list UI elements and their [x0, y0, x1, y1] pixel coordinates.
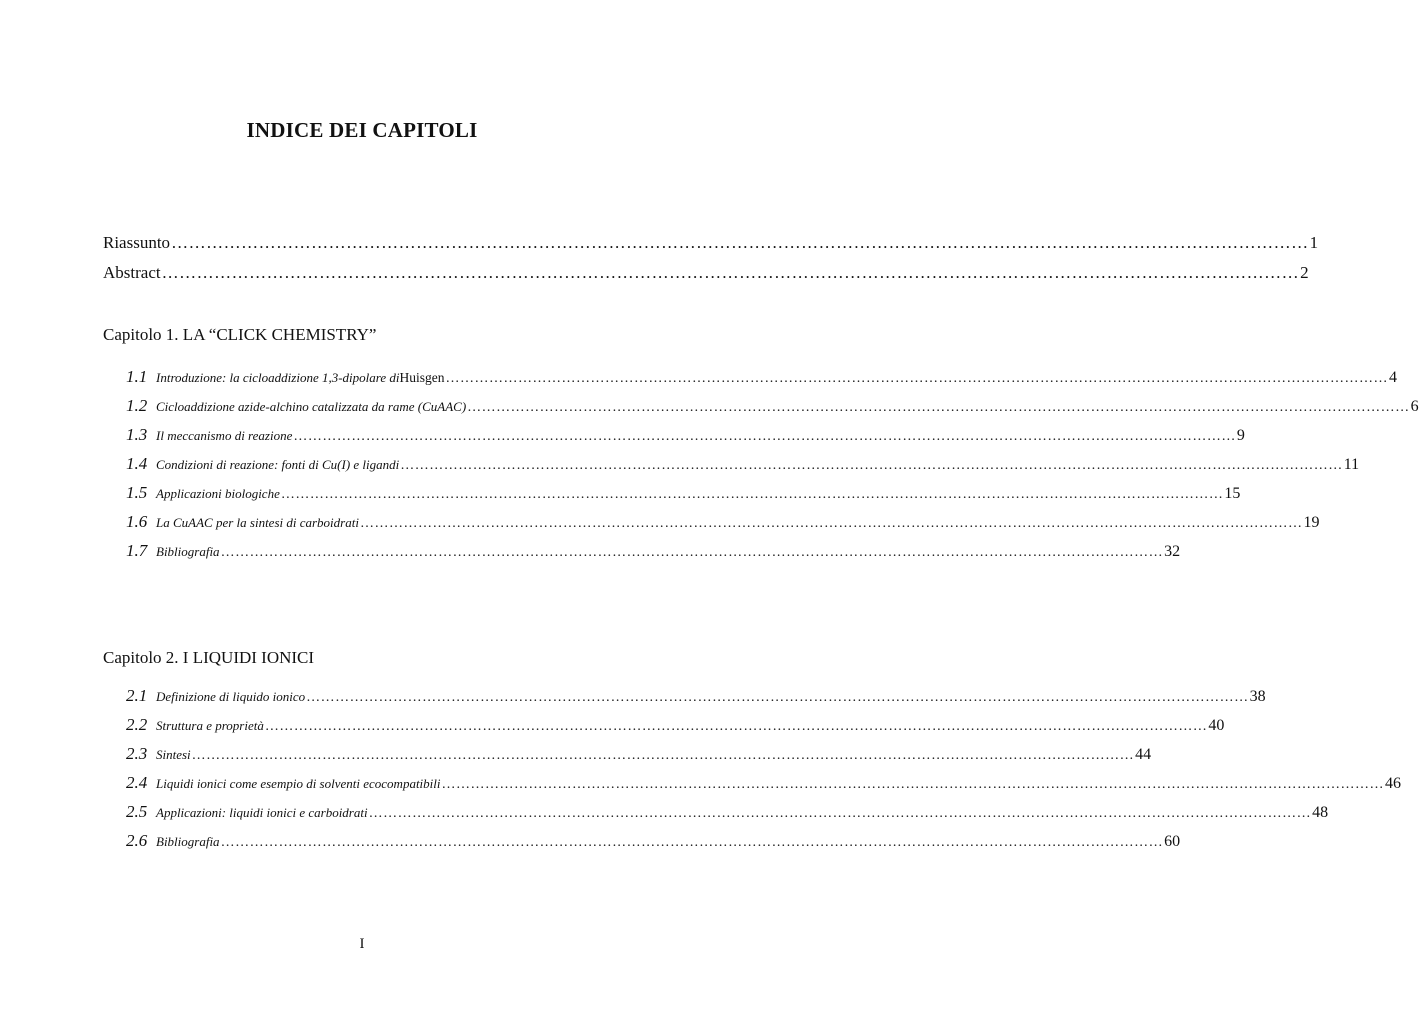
- section-page: 32: [1164, 543, 1181, 560]
- toc-entry-abstract: [103, 258, 1309, 288]
- dot-leader: ……………………………………………………………………………………………………………………………………………………………………………: [441, 777, 1385, 792]
- dot-leader: ……………………………………………………………………………………………………………………………………………………………………………: [400, 458, 1343, 473]
- section-title: La CuAAC per la sintesi di carboidrati: [156, 515, 359, 530]
- dot-leader: ……………………………………………………………………………………………………………………………………………………………………………: [264, 719, 1208, 734]
- section-number: 2.5: [126, 802, 148, 821]
- section-title: Sintesi: [156, 747, 191, 762]
- toc-section-2-4: [126, 768, 1402, 797]
- section-page: 60: [1164, 833, 1181, 850]
- dot-leader: ……………………………………………………………………………………………………………………………………………………………………………: [280, 487, 1224, 502]
- section-number: 2.1: [126, 686, 148, 705]
- section-title: Struttura e proprietà: [156, 718, 264, 733]
- dot-leader: ……………………………………………………………………………………………………………………………………………………………………………: [467, 400, 1410, 415]
- section-title: Applicazioni: liquidi ionici e carboidrati: [156, 805, 368, 820]
- chapter-2-sections: [126, 681, 1402, 855]
- toc-section-1-2: [126, 391, 1419, 420]
- dot-leader: ……………………………………………………………………………………………………………………………………………………………………………: [171, 233, 1309, 252]
- section-number: 1.5: [126, 483, 148, 502]
- toc-section-2-3: [126, 739, 1152, 768]
- dot-leader: ……………………………………………………………………………………………………………………………………………………………………………: [445, 371, 1388, 386]
- toc-entry-label: Abstract: [103, 263, 161, 282]
- toc-section-1-4: [126, 449, 1360, 478]
- toc-entry-page: 2: [1300, 263, 1309, 282]
- toc-section-1-6: [126, 507, 1320, 536]
- dot-leader: ……………………………………………………………………………………………………………………………………………………………………………: [220, 545, 1164, 560]
- section-page: 6: [1410, 398, 1419, 415]
- section-page: 9: [1236, 427, 1245, 444]
- section-title: Bibliografia: [156, 544, 220, 559]
- section-page: 4: [1388, 369, 1397, 386]
- section-page: 38: [1249, 688, 1266, 705]
- section-title: Applicazioni biologiche: [156, 486, 280, 501]
- toc-entry-page: 1: [1309, 233, 1319, 252]
- toc-section-2-2: [126, 710, 1225, 739]
- section-number: 2.2: [126, 715, 148, 734]
- toc-section-2-6: [126, 826, 1181, 855]
- toc-section-1-7: [126, 536, 1181, 565]
- section-page: 11: [1343, 456, 1360, 473]
- section-title-suffix: Huisgen: [399, 370, 445, 385]
- toc-section-1-1: [126, 362, 1397, 391]
- dot-leader: ……………………………………………………………………………………………………………………………………………………………………………: [161, 263, 1300, 282]
- section-page: 40: [1208, 717, 1225, 734]
- section-page: 19: [1303, 514, 1320, 531]
- section-number: 1.7: [126, 541, 148, 560]
- section-page: 44: [1135, 746, 1152, 763]
- page-title: INDICE DEI CAPITOLI: [246, 118, 478, 142]
- section-number: 2.6: [126, 831, 148, 850]
- dot-leader: ……………………………………………………………………………………………………………………………………………………………………………: [191, 748, 1135, 763]
- dot-leader: ……………………………………………………………………………………………………………………………………………………………………………: [220, 835, 1164, 850]
- dot-leader: ……………………………………………………………………………………………………………………………………………………………………………: [359, 516, 1303, 531]
- section-title: Liquidi ionici come esempio di solventi ecocompatibili: [156, 776, 441, 791]
- chapter-heading-2: Capitolo 2. I LIQUIDI IONICI: [103, 648, 315, 667]
- section-number: 1.3: [126, 425, 148, 444]
- toc-entry-label: Riassunto: [103, 233, 171, 252]
- section-page: 46: [1385, 775, 1402, 792]
- chapter-1-sections: [126, 362, 1419, 565]
- section-title: Introduzione: la cicloaddizione 1,3-dipolare di: [156, 370, 400, 385]
- section-page: 15: [1224, 485, 1241, 502]
- dot-leader: ……………………………………………………………………………………………………………………………………………………………………………: [368, 806, 1312, 821]
- page-number: I: [359, 936, 365, 952]
- dot-leader: ……………………………………………………………………………………………………………………………………………………………………………: [293, 429, 1236, 444]
- section-title: Definizione di liquido ionico: [156, 689, 306, 704]
- section-title: Condizioni di reazione: fonti di Cu(I) e ligandi: [156, 457, 400, 472]
- section-number: 2.3: [126, 744, 148, 763]
- section-number: 1.1: [126, 367, 148, 386]
- section-title: Il meccanismo di reazione: [156, 428, 293, 443]
- section-title: Cicloaddizione azide-alchino catalizzata da rame (CuAAC): [156, 399, 467, 414]
- toc-section-1-3: [126, 420, 1245, 449]
- section-title: Bibliografia: [156, 834, 220, 849]
- section-number: 2.4: [126, 773, 148, 792]
- toc-section-2-5: [126, 797, 1329, 826]
- toc-entry-riassunto: [103, 228, 1319, 258]
- section-number: 1.4: [126, 454, 148, 473]
- toc-section-2-1: [126, 681, 1266, 710]
- front-matter-list: [103, 228, 1319, 288]
- toc-section-1-5: [126, 478, 1241, 507]
- chapter-heading-1: Capitolo 1. LA “CLICK CHEMISTRY”: [103, 325, 377, 344]
- section-number: 1.6: [126, 512, 148, 531]
- dot-leader: ……………………………………………………………………………………………………………………………………………………………………………: [306, 690, 1249, 705]
- section-page: 48: [1312, 804, 1329, 821]
- section-number: 1.2: [126, 396, 148, 415]
